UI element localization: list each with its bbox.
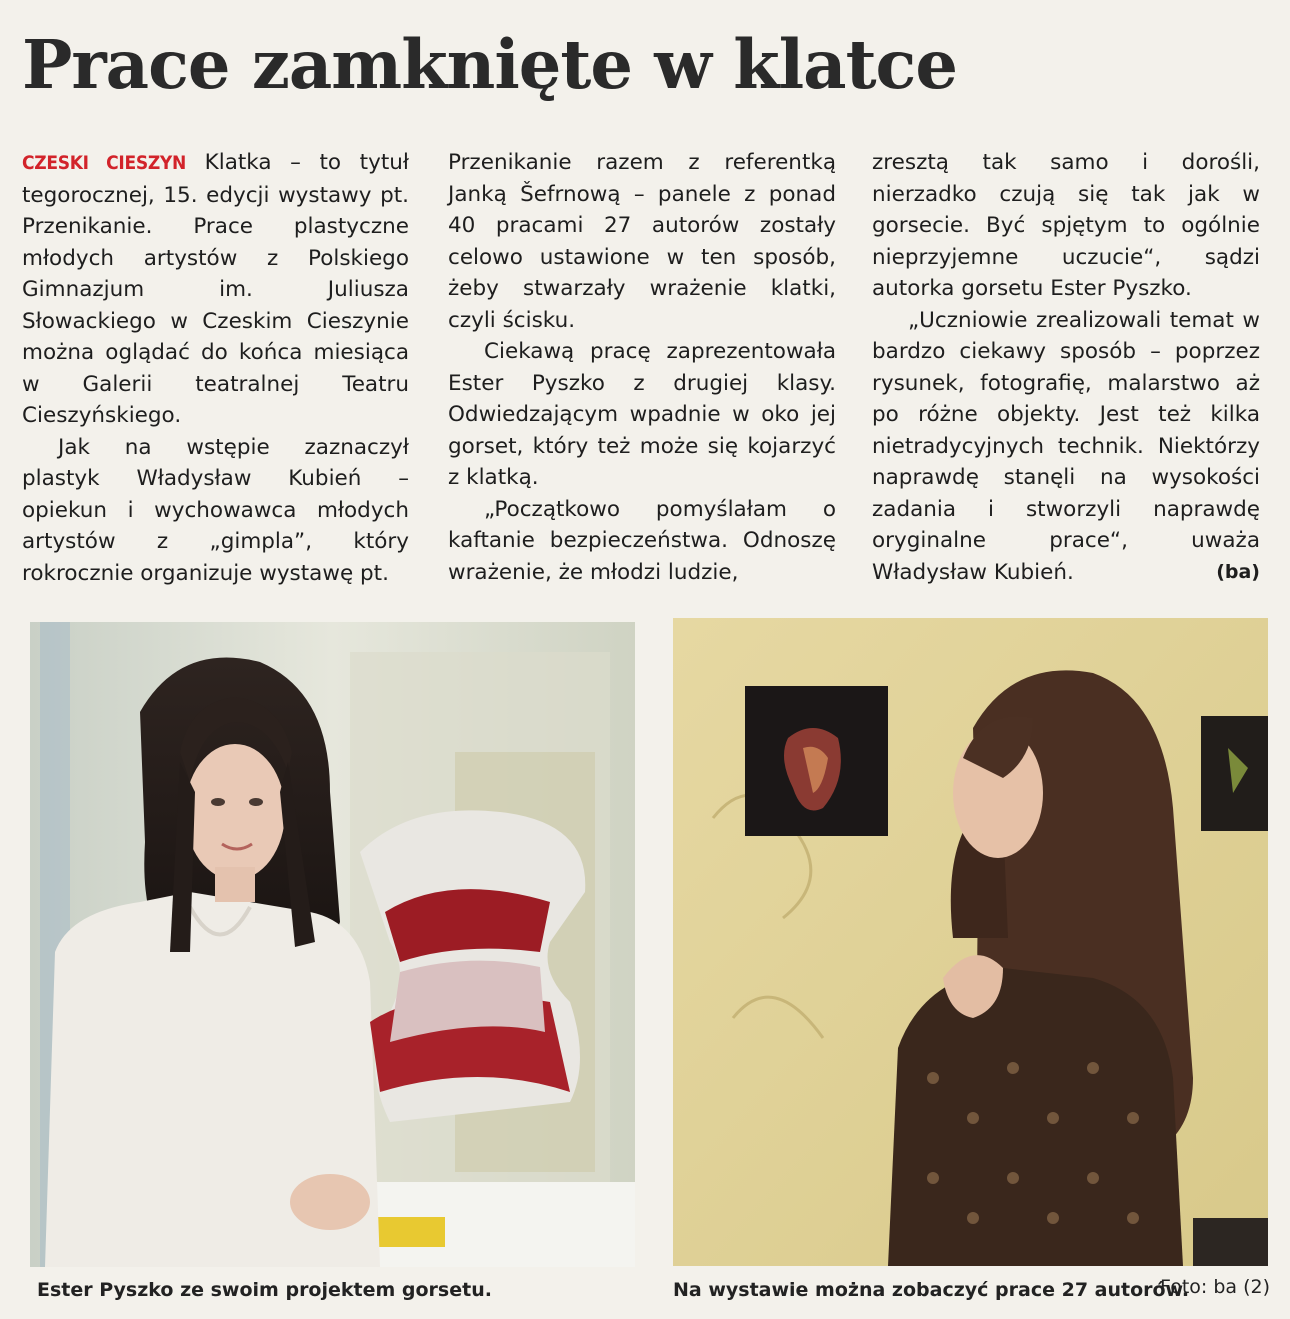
column-2-paragraph-3: „Początkowo pomyślałam o kaftanie bezpieczeństwa. Odnoszę wrażenie, że młodzi ludzie, <box>448 496 836 585</box>
column-2-paragraph-1: Przenikanie razem z referentką Janką Šefrnową – panele z ponad 40 pracami 27 autorów zostały celowo ustawione w ten sposób, żeby stwarzały wrażenie klatki, czyli ścisku. <box>448 150 836 333</box>
column-3-paragraph-2 <box>872 305 1260 589</box>
column-3-paragraph-2-text: „Uczniowie zrealizowali temat w bardzo ciekawy sposób – poprzez rysunek, fotografię, malarstwo aż po różne objekty. Jest też kilka nietradycyjnych technik. Niektórzy naprawdę stanęli na wysokości zadania i stworzyli naprawdę oryginalne prace“, uważa Władysław Kubień. <box>872 307 1260 585</box>
caption-left: Ester Pyszko ze swoim projektem gorsetu. <box>37 1279 492 1301</box>
column-3-paragraph-1: zresztą tak samo i dorośli, nierzadko czują się tak jak w gorsecie. Być spjętym to ogólnie nieprzyjemne uczucie“, sądzi autorka gorsetu Ester Pyszko. <box>872 150 1260 301</box>
photo-student-with-corset <box>30 622 635 1267</box>
photo-credit: Foto: ba (2) <box>1159 1276 1270 1298</box>
caption-right: Na wystawie można zobaczyć prace 27 autorów. <box>673 1279 1190 1301</box>
column-1-paragraph-2: Jak na wstępie zaznaczył plastyk Władysław Kubień – opiekun i wychowawca młodych artystów z „gimpla”, który rokrocznie organizuje wystawę pt. <box>22 434 409 586</box>
article-column-2 <box>448 147 836 588</box>
author-byline: (ba) <box>1216 560 1260 583</box>
column-1-paragraph-1: Klatka – to tytuł tegorocznej, 15. edycji wystawy pt. Przenikanie. Prace plastyczne młodych artystów z Polskiego Gimnazjum im. Juliusza Słowackiego w Czeskim Cieszynie można oglądać do końca miesiąca w Galerii teatralnej Teatru Cieszyńskiego. <box>22 150 409 428</box>
location-kicker: CZESKI CIESZYN <box>22 152 187 174</box>
photo-exhibition-visitor <box>673 618 1268 1266</box>
column-2-paragraph-2: Ciekawą pracę zaprezentowała Ester Pyszko z drugiej klasy. Odwiedzającym wpadnie w oko jej gorset, który też może się kojarzyć z klatką. <box>448 339 836 490</box>
article-column-3 <box>872 147 1260 588</box>
photo-exhibition-visitor-image <box>673 618 1268 1266</box>
article-column-1 <box>22 147 409 589</box>
article-headline: Prace zamknięte w klatce <box>22 25 957 104</box>
photo-student-with-corset-image <box>30 622 635 1267</box>
